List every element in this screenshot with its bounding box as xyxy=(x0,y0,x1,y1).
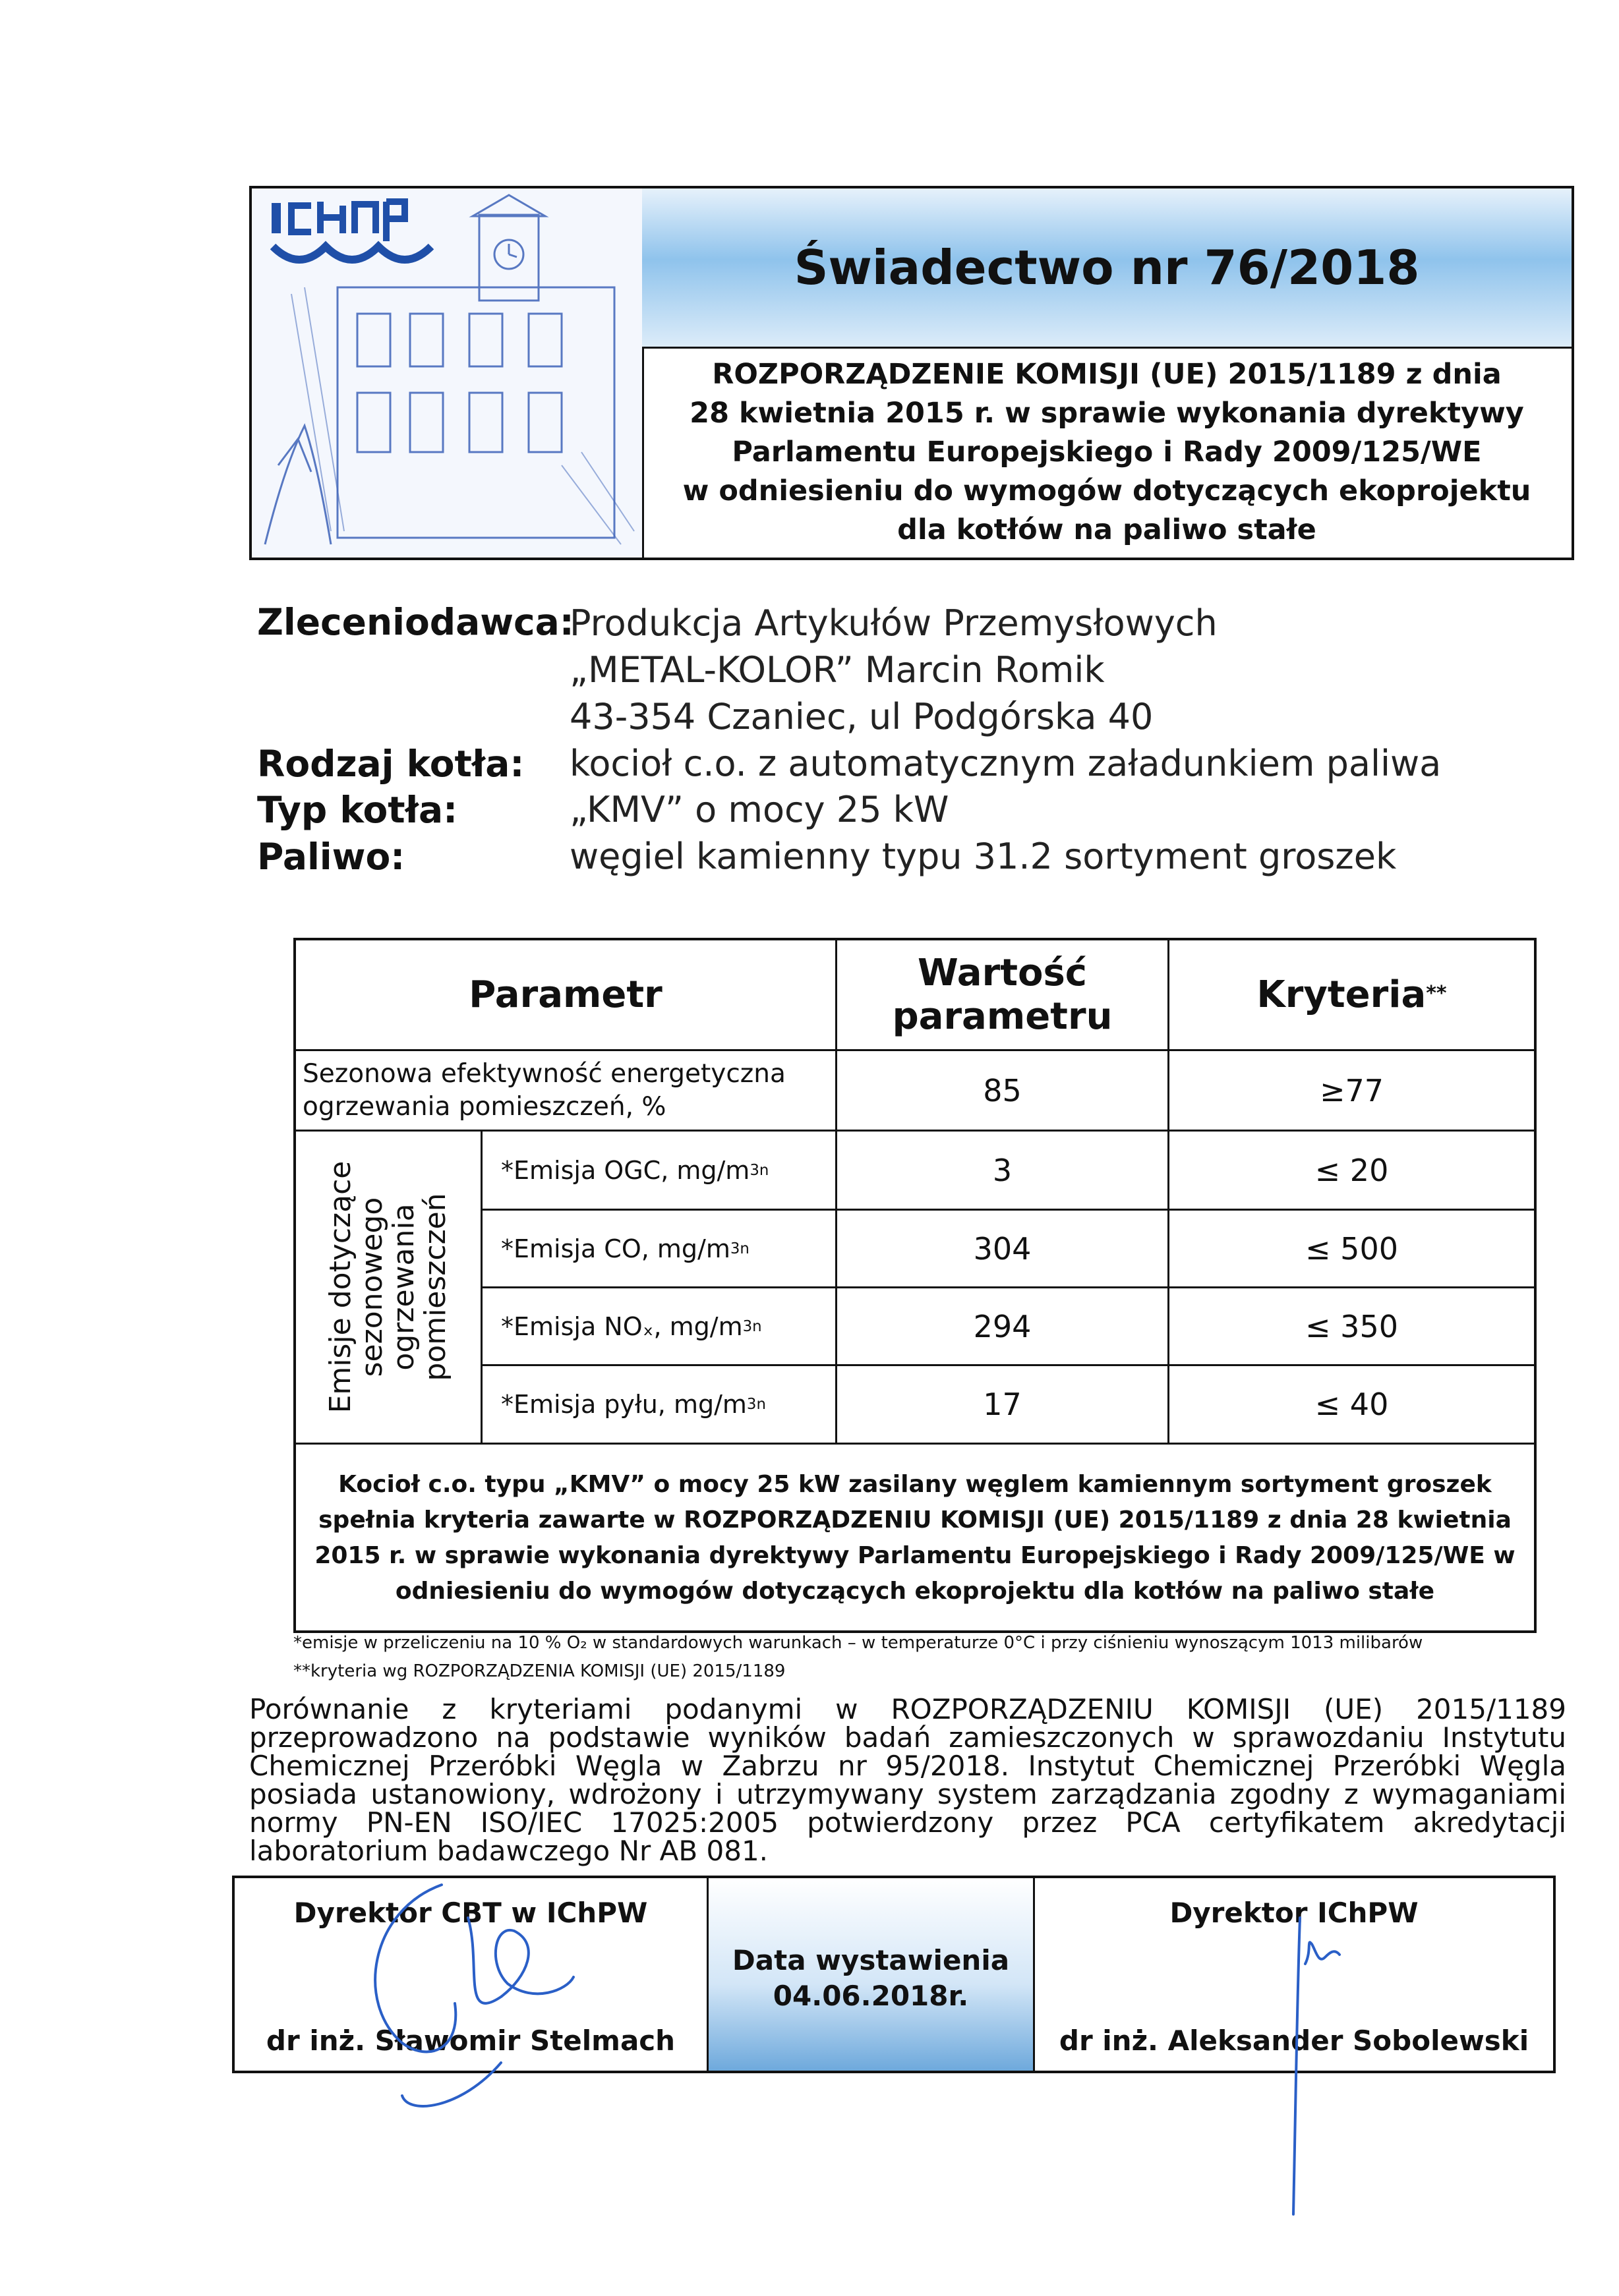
emission-row-co-label: *Emisja CO, mg/m 3 n xyxy=(501,1234,750,1263)
emission-row-co-criteria: ≤ 500 xyxy=(1305,1230,1398,1267)
fuel-label: Paliwo: xyxy=(257,836,405,878)
regulation-reference: ROZPORZĄDZENIE KOMISJI (UE) 2015/1189 z dnia 28 kwietnia 2015 r. w sprawie wykonania dyrektywy Parlamentu Europejskiego i Rady 2009/125/WE w odniesieniu do wymogów dotyczących ekoprojektu dla kotłów na paliwo stałe xyxy=(682,357,1531,546)
emissions-group-label xyxy=(296,1132,481,1443)
column-header-criteria xyxy=(1169,940,1534,1049)
emission-row-dust-criteria: ≤ 40 xyxy=(1314,1387,1389,1422)
column-header-value: Wartość parametru xyxy=(892,951,1113,1038)
emission-row-dust-value: 17 xyxy=(983,1387,1022,1422)
client-line-2: „METAL-KOLOR” Marcin Romik xyxy=(570,649,1105,691)
fuel-value: węgiel kamienny typu 31.2 sortyment groszek xyxy=(570,836,1397,877)
title-band xyxy=(642,188,1572,349)
column-header-parameter: Parametr xyxy=(469,973,662,1016)
certificate-header xyxy=(249,186,1574,560)
boiler-kind-label: Rodzaj kotła: xyxy=(257,743,525,785)
criteria-header-label: Kryteria xyxy=(1256,973,1427,1016)
emission-row-dust-label: *Emisja pyłu, mg/m 3 n xyxy=(501,1390,766,1419)
boiler-kind-value: kocioł c.o. z automatycznym załadunkiem paliwa xyxy=(570,743,1442,784)
issue-date-value: 04.06.2018r. xyxy=(773,1980,969,2012)
boiler-type-label: Typ kotła: xyxy=(257,789,458,831)
footnote-criteria: **kryteria wg ROZPORZĄDZENIA KOMISJI (UE) 2015/1189 xyxy=(293,1661,786,1681)
left-signatory-title: Dyrektor CBT w IChPW xyxy=(293,1897,648,1929)
comparison-paragraph: Porównanie z kryteriami podanymi w ROZPORZĄDZENIU KOMISJI (UE) 2015/1189 przeprowadzono na podstawie wyników badań zamieszczonych w sprawozdaniu Instytutu Chemicznej Przeróbki Węgla w Zabrzu nr 95/2018. Instytut Chemicznej Przeróbki Węgla posiada ustanowiony, wdrożony i utrzymywany system zarządzania zgodny z wymaganiami normy PN-EN ISO/IEC 17025:2005 potwierdzony przez PCA certyfikatem akredytacji laboratorium badawczego Nr AB 081. xyxy=(249,1693,1566,1867)
certificate-title: Świadectwo nr 76/2018 xyxy=(794,240,1420,295)
issue-date-label: Data wystawienia xyxy=(732,1944,1010,1976)
footnote-emissions: *emisje w przeliczeniu na 10 % O₂ w standardowych warunkach – w temperaturze 0°C i przy ciśnieniu wynoszącym 1013 milibarów xyxy=(293,1633,1423,1653)
criteria-footnote-mark: ** xyxy=(1426,982,1447,1005)
group-label-line-3: ogrzewania xyxy=(387,1203,421,1371)
left-handwritten-signature xyxy=(330,1872,606,2122)
right-signatory-name: dr inż. Aleksander Sobolewski xyxy=(1059,2024,1529,2057)
efficiency-label: Sezonowa efektywność energetyczna ogrzewania pomieszczeń, % xyxy=(303,1058,786,1122)
ichpw-logo xyxy=(272,202,431,260)
issue-date-cell xyxy=(707,1878,1035,2071)
right-signatory-title: Dyrektor IChPW xyxy=(1169,1897,1419,1929)
efficiency-value: 85 xyxy=(983,1072,1022,1108)
emission-row-nox-value: 294 xyxy=(973,1308,1032,1344)
boiler-type-value: „KMV” o mocy 25 kW xyxy=(570,789,949,830)
group-label-line-2: sezonowego xyxy=(355,1197,389,1377)
left-signatory-name: dr inż. Sławomir Stelmach xyxy=(266,2024,676,2057)
emission-row-co-value: 304 xyxy=(973,1230,1032,1267)
emission-row-ogc-label: *Emisja OGC, mg/m 3 n xyxy=(501,1155,769,1185)
emission-row-nox-label: *Emisja NOₓ, mg/m 3 n xyxy=(501,1311,762,1341)
institute-building-image xyxy=(252,188,642,558)
conclusion-statement: Kocioł c.o. typu „KMV” o mocy 25 kW zasilany węglem kamiennym sortyment groszek spełnia kryteria zawarte w ROZPORZĄDZENIU KOMISJI (UE) 2015/1189 z dnia 28 kwietnia 2015 r. w sprawie wykonania dyrektywy Parlamentu Europejskiego i Rady 2009/125/WE w odniesieniu do wymogów dotyczących ekoprojektu dla kotłów na paliwo stałe xyxy=(314,1471,1516,1605)
emission-row-ogc-criteria: ≤ 20 xyxy=(1314,1152,1389,1188)
client-line-1: Produkcja Artykułów Przemysłowych xyxy=(570,602,1218,644)
emission-row-nox-criteria: ≤ 350 xyxy=(1305,1308,1398,1344)
right-handwritten-signature xyxy=(1266,1911,1384,2221)
group-label-line-1: Emisje dotyczące xyxy=(324,1161,357,1414)
client-label: Zleceniodawca: xyxy=(257,601,574,643)
emission-results-table xyxy=(293,938,1537,1633)
emission-row-ogc-value: 3 xyxy=(992,1152,1013,1188)
group-label-line-4: pomieszczeń xyxy=(419,1193,452,1381)
efficiency-criteria: ≥77 xyxy=(1319,1072,1384,1108)
institute-logo-panel xyxy=(252,188,644,558)
client-line-3: 43-354 Czaniec, ul Podgórska 40 xyxy=(570,696,1154,737)
